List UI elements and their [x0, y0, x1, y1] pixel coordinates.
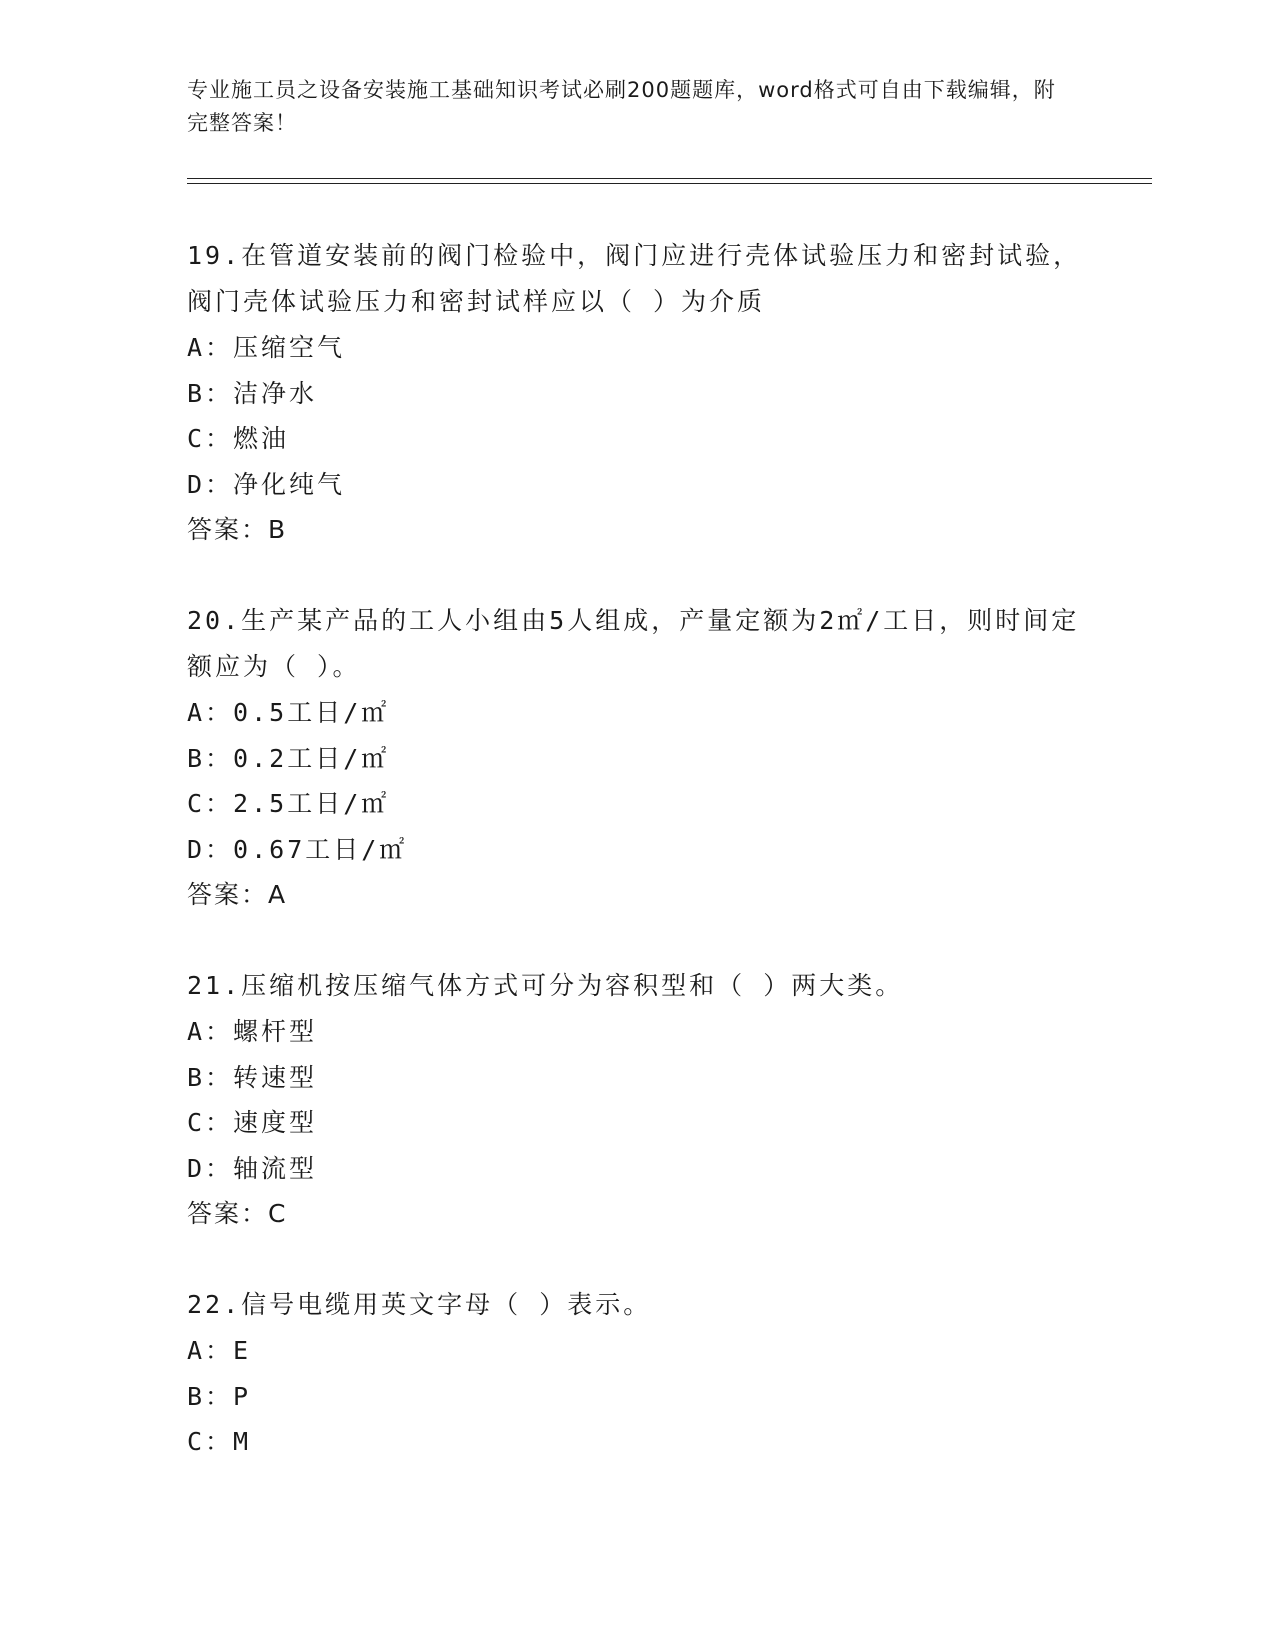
question-list: [187, 233, 1087, 1510]
option-b: B：洁净水: [187, 378, 318, 408]
answer-line: 答案：C: [187, 1199, 288, 1228]
option-b: B：转速型: [187, 1062, 318, 1092]
option-b: B：P: [187, 1381, 252, 1411]
option-d: D：净化纯气: [187, 469, 346, 499]
option-a: A：E: [187, 1336, 252, 1365]
answer-line: 答案：B: [187, 515, 288, 544]
document-header: 专业施工员之设备安装施工基础知识考试必刷200题题库，word格式可自由下载编辑，附完整答案！: [187, 78, 1056, 135]
option-a: A：压缩空气: [187, 333, 346, 362]
option-b: B：0.2工日/㎡: [187, 743, 390, 773]
question-20: [187, 598, 1087, 918]
option-a: A：0.5工日/㎡: [187, 698, 390, 727]
question-22: [187, 1282, 1087, 1465]
option-d: D：0.67工日/㎡: [187, 834, 408, 864]
question-stem: 20.生产某产品的工人小组由5人组成，产量定额为2㎡/工日，则时间定额应为（ ）。: [187, 606, 1080, 681]
question-19: [187, 233, 1087, 553]
answer-line: 答案：A: [187, 880, 288, 909]
option-c: C：M: [187, 1427, 252, 1456]
question-stem: 22.信号电缆用英文字母（ ）表示。: [187, 1290, 652, 1319]
option-c: C：2.5工日/㎡: [187, 789, 390, 818]
question-stem: 21.压缩机按压缩气体方式可分为容积型和（ ）两大类。: [187, 971, 904, 1000]
header-divider-bottom: [187, 183, 1152, 184]
option-a: A：螺杆型: [187, 1017, 318, 1046]
question-stem: 19.在管道安装前的阀门检验中，阀门应进行壳体试验压力和密封试验，阀门壳体试验压力和密封试样应以（ ）为介质: [187, 241, 1082, 316]
option-c: C：速度型: [187, 1108, 318, 1137]
option-d: D：轴流型: [187, 1153, 318, 1183]
header-divider-top: [187, 178, 1152, 179]
option-c: C：燃油: [187, 424, 290, 453]
question-21: [187, 963, 1087, 1237]
